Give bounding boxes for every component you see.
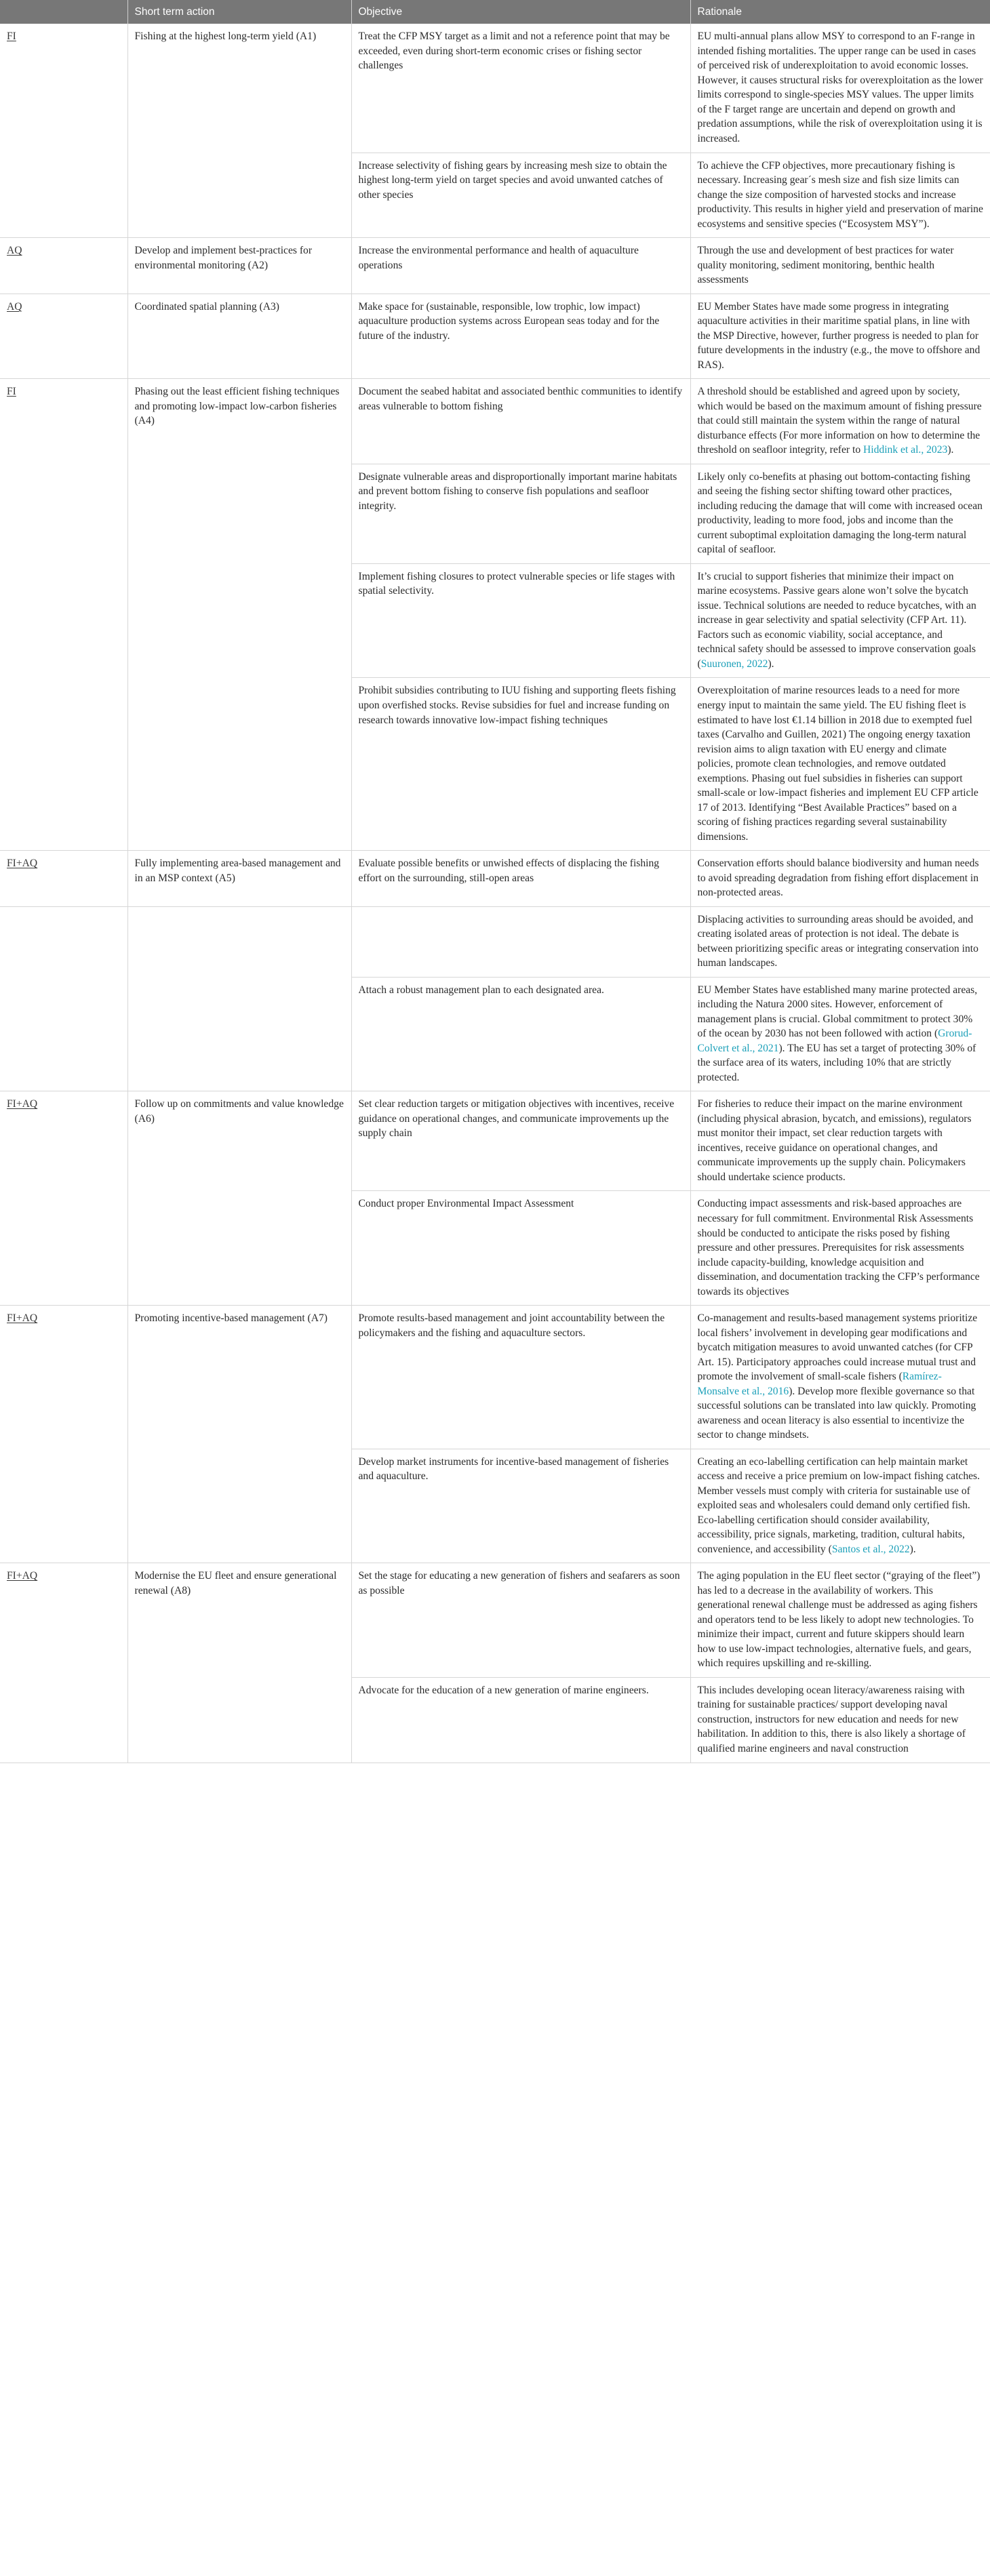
- rationale-text: EU Member States have established many marine protected areas, including the Natura 2000 sites. However, enforcement of management plans is crucial. Global commitment to protect 30% of the ocean by 2030 has not been followed with action (: [697, 984, 978, 1040]
- rationale-cell: [690, 906, 990, 977]
- rationale-text: To achieve the CFP objectives, more precautionary fishing is necessary. Increasing gear´s mesh size and fish size limits can change the size composition of harvested stocks and increase productivity. This results in higher yield and preservation of marine ecosystems and sensitive species (“Ecosystem MSY”).: [697, 159, 983, 230]
- rationale-text: The aging population in the EU fleet sector (“graying of the fleet”) has led to a decrease in the availability of workers. This generational renewal challenge must be addressed as aging fishers and operators tend to be less likely to adopt new technologies. To minimize their impact, current and future skippers should learn how to use low-impact technologies, alternative fuels, and gears, which requires upskilling and re-skilling.: [697, 1570, 981, 1670]
- rationale-text: It’s crucial to support fisheries that minimize their impact on marine ecosystems. Passive gears alone won’t solve the bycatch issue. Technical solutions are needed to reduce bycatches, with an increase in gear selectivity and spatial selectivity (CFP Art. 11). Factors such as economic viability, social acceptance, and technical safety should be assessed to improve conservation goals (: [697, 570, 976, 670]
- rationale-text: Through the use and development of best practices for water quality monitoring, sediment monitoring, benthic health assessments: [697, 245, 954, 286]
- rationale-text: ). Develop more flexible governance so that successful solutions can be translated into law quickly. Promoting awareness and ocean literacy is also essential to incentivize the sector to change mindsets.: [697, 1385, 976, 1441]
- rationale-text: ).: [909, 1543, 916, 1555]
- sector-cell: [0, 906, 127, 1091]
- rationale-cell: [690, 1563, 990, 1678]
- rationale-text: Conducting impact assessments and risk-based approaches are necessary for full commitment. Environmental Risk Assessments should be conducted to anticipate the risks posed by fishing pressure and other pressures. Prerequisites for risk assessments include capacity-building, knowledge acquisition and dissemination, and documentation tracking the CFP’s performance towards its objectives: [697, 1198, 980, 1297]
- rationale-text: ). The EU has set a target of protecting 30% of the surface area of its waters, including 10% that are strictly protected.: [697, 1042, 976, 1083]
- table-row: [0, 1306, 990, 1449]
- objective-cell: Prohibit subsidies contributing to IUU fishing and supporting fleets fishing upon overfished stocks. Revise subsidies for fuel and increase funding on research towards innovative low-impact fishing techniques: [351, 678, 690, 851]
- rationale-cell: [690, 238, 990, 294]
- rationale-cell: [690, 1449, 990, 1563]
- rationale-text: ).: [768, 658, 774, 670]
- objective-cell: [351, 906, 690, 977]
- rationale-cell: [690, 678, 990, 851]
- rationale-text: Creating an eco-labelling certification can help maintain market access and receive a price premium on low-impact fishing catches. Member vessels must comply with criteria for sustainable use of exploited seas and wholesalers could demand only certified fish. Eco-labelling certification should consider availability, accessibility, price signals, marketing, tradition, cultural habits, convenience, and accessibility (: [697, 1455, 981, 1555]
- sector-cell: AQ: [0, 294, 127, 379]
- header-short-term-action: Short term action: [127, 0, 351, 24]
- rationale-text: Co-management and results-based management systems prioritize local fishers’ involvement in developing gear modifications and bycatch mitigation measures to avoid unwanted catches (for CFP Art. 15). Participatory approaches could increase mutual trust and promote the involvement of small-scale fishers (: [697, 1312, 978, 1383]
- rationale-cell: [690, 153, 990, 238]
- table-row: [0, 1091, 990, 1191]
- rationale-text: EU Member States have made some progress in integrating aquaculture activities in their maritime spatial plans, in line with the MSP Directive, however, further progress is needed to plan for future developments in the industry (e.g., the move to offshore and RAS).: [697, 300, 981, 371]
- short-term-action-cell: Fishing at the highest long-term yield (A1): [127, 24, 351, 237]
- short-term-action-cell: Follow up on commitments and value knowledge (A6): [127, 1091, 351, 1306]
- rationale-cell: [690, 379, 990, 464]
- objective-cell: Treat the CFP MSY target as a limit and not a reference point that may be exceeded, even during short-term economic crises or fishing sector challenges: [351, 24, 690, 153]
- sector-cell: FI+AQ: [0, 1306, 127, 1563]
- header-row: [0, 0, 990, 24]
- objective-cell: Document the seabed habitat and associated benthic communities to identify areas vulnerable to bottom fishing: [351, 379, 690, 464]
- rationale-text: EU multi-annual plans allow MSY to correspond to an F-range in intended fishing mortalities. The upper range can be used in cases of perceived risk of underexploitation to avoid economic losses. However, it causes structural risks for overexploitation as the lower limits correspond to single-species MSY values. The upper limits of the F target range are uncertain and depend on growth and predation assumptions, while the risk of overexploitation using it is increased.: [697, 31, 983, 144]
- objective-cell: Develop market instruments for incentive-based management of fisheries and aquaculture.: [351, 1449, 690, 1563]
- rationale-cell: [690, 464, 990, 563]
- rationale-text: For fisheries to reduce their impact on the marine environment (including physical abrasion, bycatch, and emissions), regulators must monitor their impact, set clear reduction targets with incentives, receive guidance on operational changes, and communicate improvements up the supply chain. Policymakers should undertake science products.: [697, 1098, 972, 1183]
- objective-cell: Promote results-based management and joint accountability between the policymakers and the fishing and aquaculture sectors.: [351, 1306, 690, 1449]
- sector-cell: FI+AQ: [0, 1091, 127, 1306]
- rationale-cell: [690, 1306, 990, 1449]
- table-row: [0, 1563, 990, 1678]
- rationale-cell: [690, 294, 990, 379]
- citation-link[interactable]: Grorud-Colvert et al., 2021: [697, 1028, 972, 1054]
- rationale-text: Overexploitation of marine resources leads to a need for more energy input to maintain the same yield. The EU fishing fleet is estimated to have lost €1.14 billion in 2018 due to exempted fuel taxes (Carvalho and Guillen, 2021) The ongoing energy taxation revision aims to align taxation with EU energy and climate policies, promote clean technologies, and remove outdated exemptions. Phasing out fuel subsidies in fisheries can support small-scale or low-impact fisheries and implement EU CFP article 17 of 2013. Identifying “Best Available Practices” based on a scoring of fishing practices regarding several sustainability dimensions.: [697, 685, 978, 843]
- objective-cell: Set the stage for educating a new generation of fishers and seafarers as soon as possible: [351, 1563, 690, 1678]
- table-row: [0, 906, 990, 977]
- short-term-action-cell: Coordinated spatial planning (A3): [127, 294, 351, 379]
- short-term-action-cell: Phasing out the least efficient fishing techniques and promoting low-impact low-carbon fisheries (A4): [127, 379, 351, 851]
- rationale-text: Displacing activities to surrounding areas should be avoided, and creating isolated areas of protection is not ideal. The debate is between prioritizing specific areas or integrating conservation into human landscapes.: [697, 913, 978, 969]
- header-rationale: Rationale: [690, 0, 990, 24]
- objective-cell: Set clear reduction targets or mitigation objectives with incentives, receive guidance on operational changes, and communicate improvements up the supply chain: [351, 1091, 690, 1191]
- rationale-cell: [690, 851, 990, 907]
- citation-link[interactable]: Ramírez-Monsalve et al., 2016: [697, 1371, 942, 1397]
- short-term-action-cell: [127, 906, 351, 1091]
- citation-link[interactable]: Suuronen, 2022: [700, 658, 768, 670]
- objective-cell: Advocate for the education of a new generation of marine engineers.: [351, 1677, 690, 1763]
- sector-cell: FI: [0, 379, 127, 851]
- table-row: [0, 851, 990, 907]
- objective-cell: Make space for (sustainable, responsible, low trophic, low impact) aquaculture production systems across European seas today and for the future of the industry.: [351, 294, 690, 379]
- rationale-cell: [690, 24, 990, 153]
- table-row: [0, 24, 990, 153]
- table-row: [0, 294, 990, 379]
- sector-cell: FI+AQ: [0, 851, 127, 907]
- header-sector: [0, 0, 127, 24]
- rationale-text: This includes developing ocean literacy/awareness raising with training for sustainable practices/ support developing naval construction, instructors for new education and needs for new habilitation. In addition to this, there is also likely a shortage of qualified marine engineers and naval construction: [697, 1684, 966, 1754]
- objective-cell: Implement fishing closures to protect vulnerable species or life stages with spatial selectivity.: [351, 563, 690, 678]
- sector-cell: FI+AQ: [0, 1563, 127, 1763]
- rationale-text: A threshold should be established and agreed upon by society, which would be based on the maximum amount of fishing pressure that could still maintain the system within the range of natural disturbance effects (For more information on how to determine the threshold on seafloor integrity, refer to: [697, 386, 982, 456]
- sector-cell: FI: [0, 24, 127, 237]
- table-row: [0, 379, 990, 464]
- objective-cell: Increase the environmental performance and health of aquaculture operations: [351, 238, 690, 294]
- citation-link[interactable]: Hiddink et al., 2023: [863, 444, 948, 456]
- rationale-cell: [690, 1677, 990, 1763]
- sector-cell: AQ: [0, 238, 127, 294]
- short-term-action-cell: Fully implementing area-based management and in an MSP context (A5): [127, 851, 351, 907]
- table-row: [0, 238, 990, 294]
- short-term-action-cell: Promoting incentive-based management (A7): [127, 1306, 351, 1563]
- rationale-text: ).: [947, 444, 954, 456]
- objective-cell: Designate vulnerable areas and disproportionally important marine habitats and prevent bottom fishing to conserve fish populations and seafloor integrity.: [351, 464, 690, 563]
- objective-cell: Conduct proper Environmental Impact Assessment: [351, 1191, 690, 1306]
- rationale-cell: [690, 977, 990, 1091]
- objective-cell: Increase selectivity of fishing gears by increasing mesh size to obtain the highest long-term yield on target species and avoid unwanted catches of other species: [351, 153, 690, 238]
- rationale-text: Conservation efforts should balance biodiversity and human needs to avoid spreading degradation from fishing effort displacement in non-protected areas.: [697, 858, 979, 899]
- header-objective: Objective: [351, 0, 690, 24]
- objective-cell: Attach a robust management plan to each designated area.: [351, 977, 690, 1091]
- rationale-cell: [690, 563, 990, 678]
- short-term-action-cell: Modernise the EU fleet and ensure generational renewal (A8): [127, 1563, 351, 1763]
- objective-cell: Evaluate possible benefits or unwished effects of displacing the fishing effort on the surrounding, still-open areas: [351, 851, 690, 907]
- table-body: [0, 24, 990, 1763]
- short-term-action-cell: Develop and implement best-practices for environmental monitoring (A2): [127, 238, 351, 294]
- rationale-cell: [690, 1091, 990, 1191]
- rationale-cell: [690, 1191, 990, 1306]
- citation-link[interactable]: Santos et al., 2022: [831, 1543, 910, 1555]
- rationale-text: Likely only co-benefits at phasing out bottom-contacting fishing and seeing the fishing sector shifting toward other practices, including reducing the damage that will come with increased ocean productivity, leading to more food, jobs and income than the current suboptimal exploitation damaging the long-term natural capital of seafloor.: [697, 470, 983, 556]
